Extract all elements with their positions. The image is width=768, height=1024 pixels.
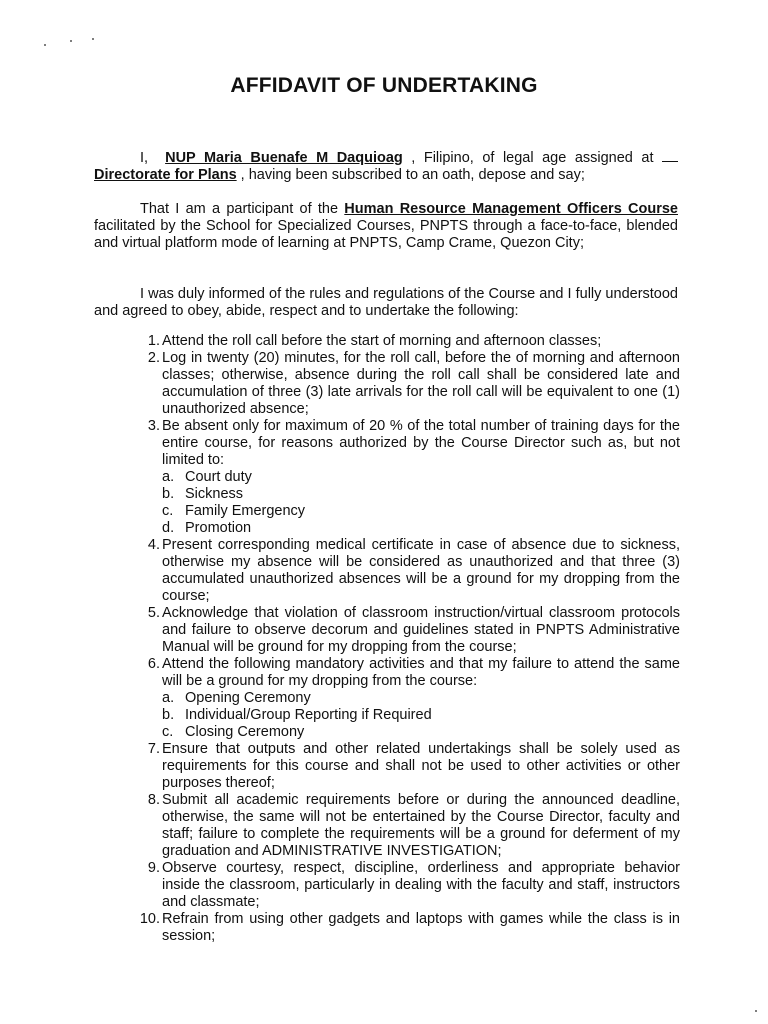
item-text: Ensure that outputs and other related undertakings shall be solely used as requirements for this course and shall not be used to other activities or other purposes thereof;	[162, 741, 680, 791]
item-number: 3.	[147, 418, 160, 434]
sub-item-text: Family Emergency	[185, 503, 306, 519]
blank-underline	[662, 161, 678, 162]
list-item	[136, 537, 680, 605]
list-item	[136, 656, 680, 741]
item-text: Present corresponding medical certificate in case of absence due to sickness, otherwise my absence will be considered as unauthorized and that three (3) accumulated unauthorized absences will be a ground for my dropping from the course;	[162, 537, 680, 604]
sub-item-letter: c.	[162, 503, 174, 519]
course-name: Human Resource Management Officers Course	[344, 201, 678, 217]
scan-speck	[70, 40, 72, 42]
participant-lead: That I am a participant of the	[140, 201, 345, 217]
item-number: 2.	[147, 350, 160, 366]
sub-item-text: Promotion	[185, 520, 252, 536]
list-item	[136, 860, 680, 911]
sub-item	[162, 486, 680, 503]
item-number: 1.	[147, 333, 160, 349]
intro-lead: I,	[140, 150, 166, 166]
sub-item-letter: d.	[162, 520, 175, 536]
scan-speck	[44, 44, 46, 46]
participant-paragraph	[94, 201, 678, 252]
sub-item	[162, 690, 680, 707]
sub-item	[162, 503, 680, 520]
sub-item	[162, 520, 680, 537]
item-number: 9.	[147, 860, 160, 876]
sub-item-letter: b.	[162, 707, 175, 723]
sub-item	[162, 707, 680, 724]
sub-item-text: Opening Ceremony	[185, 690, 311, 706]
list-item	[136, 350, 680, 418]
intro-paragraph	[94, 150, 678, 184]
item-text: Be absent only for maximum of 20 % of the total number of training days for the entire course, for reasons authorized by the Course Director such as, but not limited to:	[162, 418, 680, 468]
item-number: 6.	[147, 656, 160, 672]
sub-item-letter: a.	[162, 690, 175, 706]
assigned-office: Directorate for Plans	[94, 167, 237, 183]
scan-speck	[755, 1010, 757, 1012]
sub-item-text: Closing Ceremony	[185, 724, 305, 740]
list-item	[136, 333, 680, 350]
sub-item-letter: c.	[162, 724, 174, 740]
list-item	[136, 418, 680, 537]
item-number: 8.	[147, 792, 160, 808]
sub-item-letter: b.	[162, 486, 175, 502]
participant-text: facilitated by the School for Specialized Courses, PNPTS through a face-to-face, blended and virtual platform mode of learning at PNPTS, Camp Crame, Quezon City;	[94, 218, 678, 251]
sub-item-letter: a.	[162, 469, 175, 485]
intro-text-end: , having been subscribed to an oath, depose and say;	[236, 167, 585, 183]
sub-item-text: Individual/Group Reporting if Required	[185, 707, 432, 723]
item-number: 4.	[147, 537, 160, 553]
sub-item-text: Court duty	[185, 469, 252, 485]
item-number: 10.	[139, 911, 160, 927]
item-text: Attend the following mandatory activities and that my failure to attend the same will be a ground for my dropping from the course:	[162, 656, 680, 689]
mandatory-activities-list	[162, 690, 680, 741]
list-item	[136, 911, 680, 945]
item-text: Attend the roll call before the start of morning and afternoon classes;	[162, 333, 602, 349]
document-title: AFFIDAVIT OF UNDERTAKING	[230, 74, 538, 97]
sub-item	[162, 469, 680, 486]
list-item	[136, 605, 680, 656]
sub-item	[162, 724, 680, 741]
list-item	[136, 741, 680, 792]
absence-reasons-list	[162, 469, 680, 537]
scan-speck	[92, 38, 94, 40]
affiant-name: NUP Maria Buenafe M Daquioag	[165, 150, 403, 166]
item-text: Acknowledge that violation of classroom instruction/virtual classroom protocols and failure to observe decorum and guidelines stated in PNPTS Administrative Manual will be ground for my dropping from the course;	[162, 605, 680, 655]
item-text: Log in twenty (20) minutes, for the roll call, before the of morning and afternoon classes; otherwise, absence during the roll call shall be considered late and accumulation of three (3) late arrivals for the roll call will be equivalent to one (1) unauthorized absence;	[162, 350, 680, 417]
list-item	[136, 792, 680, 860]
informed-text: I was duly informed of the rules and regulations of the Course and I fully understood and agreed to obey, abide, respect and to undertake the following:	[94, 286, 678, 319]
item-number: 7.	[147, 741, 160, 757]
sub-item-text: Sickness	[185, 486, 244, 502]
item-number: 5.	[147, 605, 160, 621]
item-text: Submit all academic requirements before or during the announced deadline, otherwise, the same will not be entertained by the Course Director, faculty and staff; failure to complete the requirements will be a ground for deferment of my graduation and ADMINISTRATIVE INVESTIGATION;	[162, 792, 680, 859]
item-text: Observe courtesy, respect, discipline, orderliness and appropriate behavior inside the classroom, particularly in dealing with the faculty and staff, instructors and classmate;	[162, 860, 680, 910]
intro-text: , Filipino, of legal age assigned at	[402, 150, 662, 166]
item-text: Refrain from using other gadgets and laptops with games while the class is in session;	[162, 911, 680, 944]
undertakings-list	[136, 333, 680, 945]
informed-paragraph	[94, 286, 678, 320]
